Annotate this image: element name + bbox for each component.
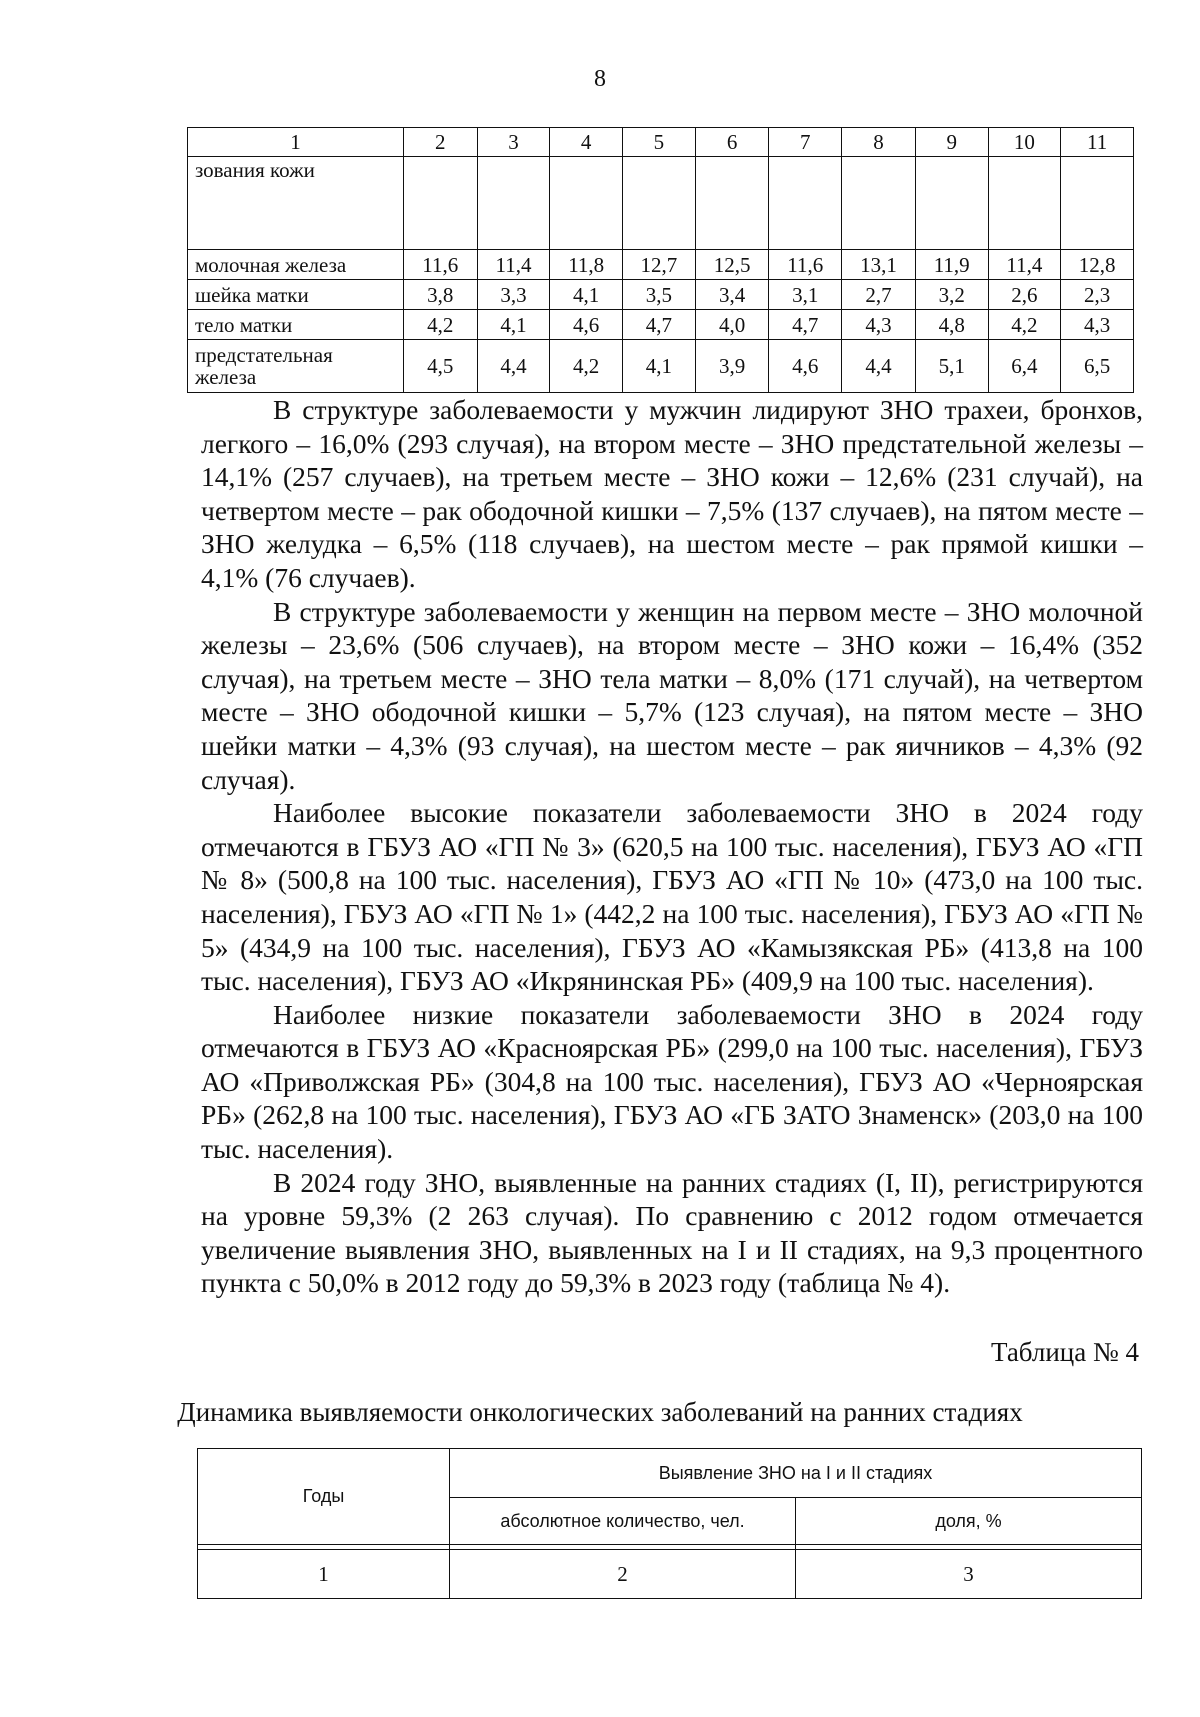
header-share: доля, %	[796, 1498, 1142, 1545]
header-cell: 8	[842, 128, 916, 157]
value-cell: 12,7	[623, 250, 696, 280]
early-detection-table	[197, 1448, 1142, 1599]
row-label: тело матки	[188, 310, 404, 340]
table-row	[188, 250, 1134, 280]
value-cell: 3,5	[623, 280, 696, 310]
value-cell: 11,8	[550, 250, 623, 280]
incidence-table	[187, 127, 1134, 393]
value-cell: 2,3	[1061, 280, 1134, 310]
value-cell: 6,4	[988, 340, 1061, 393]
value-cell: 4,4	[842, 340, 916, 393]
row-label: молочная железа	[188, 250, 404, 280]
value-cell: 3,8	[403, 280, 477, 310]
table-row	[188, 310, 1134, 340]
value-cell: 4,6	[550, 310, 623, 340]
value-cell: 4,1	[477, 310, 550, 340]
header-cell: 7	[769, 128, 842, 157]
value-cell: 11,4	[988, 250, 1061, 280]
value-cell: 3,3	[477, 280, 550, 310]
value-cell: 3,9	[695, 340, 769, 393]
value-cell: 5,1	[915, 340, 988, 393]
table-row	[188, 340, 1134, 393]
header-cell: 4	[550, 128, 623, 157]
value-cell: 3,2	[915, 280, 988, 310]
header-cell: 2	[403, 128, 477, 157]
page-number: 8	[594, 66, 606, 92]
header-cell: 1	[188, 128, 404, 157]
value-cell: 11,6	[403, 250, 477, 280]
value-cell: 4,2	[988, 310, 1061, 340]
numbering-cell: 3	[796, 1550, 1142, 1599]
value-cell: 11,9	[915, 250, 988, 280]
value-cell: 3,4	[695, 280, 769, 310]
paragraph: Наиболее низкие показатели заболеваемости ЗНО в 2024 году отмечаются в ГБУЗ АО «Красноярская РБ» (299,0 на 100 тыс. населения), ГБУЗ АО «Приволжская РБ» (304,8 на 100 тыс. населения), ГБУЗ АО «Черноярская РБ» (262,8 на 100 тыс. населения), ГБУЗ АО «ГБ ЗАТО Знаменск» (203,0 на 100 тыс. населения).	[201, 998, 1143, 1165]
table-row	[188, 157, 1134, 250]
value-cell: 4,7	[623, 310, 696, 340]
header-cell: 10	[988, 128, 1061, 157]
value-cell: 4,5	[403, 340, 477, 393]
row-label: зования кожи	[188, 157, 404, 250]
paragraph: В 2024 году ЗНО, выявленные на ранних стадиях (I, II), регистрируются на уровне 59,3% (2 263 случая). По сравнению с 2012 годом отмечается увеличение выявления ЗНО, выявленных на I и II стадиях, на 9,3 процентного пункта с 50,0% в 2012 году до 59,3% в 2023 году (таблица № 4).	[201, 1166, 1143, 1299]
value-cell: 4,0	[695, 310, 769, 340]
row-label: шейка матки	[188, 280, 404, 310]
value-cell: 4,2	[550, 340, 623, 393]
value-cell: 4,1	[550, 280, 623, 310]
header-absolute: абсолютное количество, чел.	[450, 1498, 796, 1545]
value-cell: 13,1	[842, 250, 916, 280]
header-cell: 6	[695, 128, 769, 157]
header-cell: 3	[477, 128, 550, 157]
paragraph: Наиболее высокие показатели заболеваемости ЗНО в 2024 году отмечаются в ГБУЗ АО «ГП № 3» (620,5 на 100 тыс. населения), ГБУЗ АО «ГП № 8» (500,8 на 100 тыс. населения), ГБУЗ АО «ГП № 10» (473,0 на 100 тыс. населения), ГБУЗ АО «ГП № 1» (442,2 на 100 тыс. населения), ГБУЗ АО «ГП № 5» (434,9 на 100 тыс. населения), ГБУЗ АО «Камызякская РБ» (413,8 на 100 тыс. населения), ГБУЗ АО «Икрянинская РБ» (409,9 на 100 тыс. населения).	[201, 797, 1143, 997]
header-group: Выявление ЗНО на I и II стадиях	[450, 1449, 1142, 1498]
value-cell: 11,4	[477, 250, 550, 280]
value-cell: 4,2	[403, 310, 477, 340]
numbering-cell: 2	[450, 1550, 796, 1599]
table-number-label: Таблица № 4	[991, 1337, 1139, 1367]
value-cell: 3,1	[769, 280, 842, 310]
value-cell: 6,5	[1061, 340, 1134, 393]
row-label: предстательная железа	[188, 340, 404, 393]
header-cell: 11	[1061, 128, 1134, 157]
paragraph: В структуре заболеваемости у женщин на первом месте – ЗНО молочной железы – 23,6% (506 случаев), на втором месте – ЗНО кожи – 16,4% (352 случая), на третьем месте – ЗНО тела матки – 8,0% (171 случай), на четвертом месте – ЗНО ободочной кишки – 5,7% (123 случая), на пятом месте – ЗНО шейки матки – 4,3% (93 случая), на шестом месте – рак яичников – 4,3% (92 случая).	[201, 595, 1143, 795]
value-cell: 4,1	[623, 340, 696, 393]
value-cell: 12,8	[1061, 250, 1134, 280]
value-cell: 11,6	[769, 250, 842, 280]
value-cell: 4,7	[769, 310, 842, 340]
header-cell: 9	[915, 128, 988, 157]
numbering-cell: 1	[198, 1550, 450, 1599]
value-cell: 4,3	[842, 310, 916, 340]
table-row	[198, 1550, 1142, 1599]
table-title: Динамика выявляемости онкологических заболеваний на ранних стадиях	[177, 1397, 1023, 1427]
body-text	[201, 393, 1143, 1300]
paragraph: В структуре заболеваемости у мужчин лидируют ЗНО трахеи, бронхов, легкого – 16,0% (293 случая), на втором месте – ЗНО предстательной железы – 14,1% (257 случаев), на третьем месте – ЗНО кожи – 12,6% (231 случай), на четвертом месте – рак ободочной кишки – 7,5% (137 случаев), на пятом месте – ЗНО желудка – 6,5% (118 случаев), на шестом месте – рак прямой кишки – 4,1% (76 случаев).	[201, 394, 1143, 593]
header-cell: 5	[623, 128, 696, 157]
table-row	[188, 280, 1134, 310]
value-cell: 4,6	[769, 340, 842, 393]
value-cell: 4,4	[477, 340, 550, 393]
header-years: Годы	[198, 1449, 450, 1545]
table-header-row	[198, 1449, 1142, 1498]
value-cell: 2,7	[842, 280, 916, 310]
value-cell: 2,6	[988, 280, 1061, 310]
value-cell: 12,5	[695, 250, 769, 280]
value-cell: 4,8	[915, 310, 988, 340]
value-cell: 4,3	[1061, 310, 1134, 340]
table-header-row	[188, 128, 1134, 157]
